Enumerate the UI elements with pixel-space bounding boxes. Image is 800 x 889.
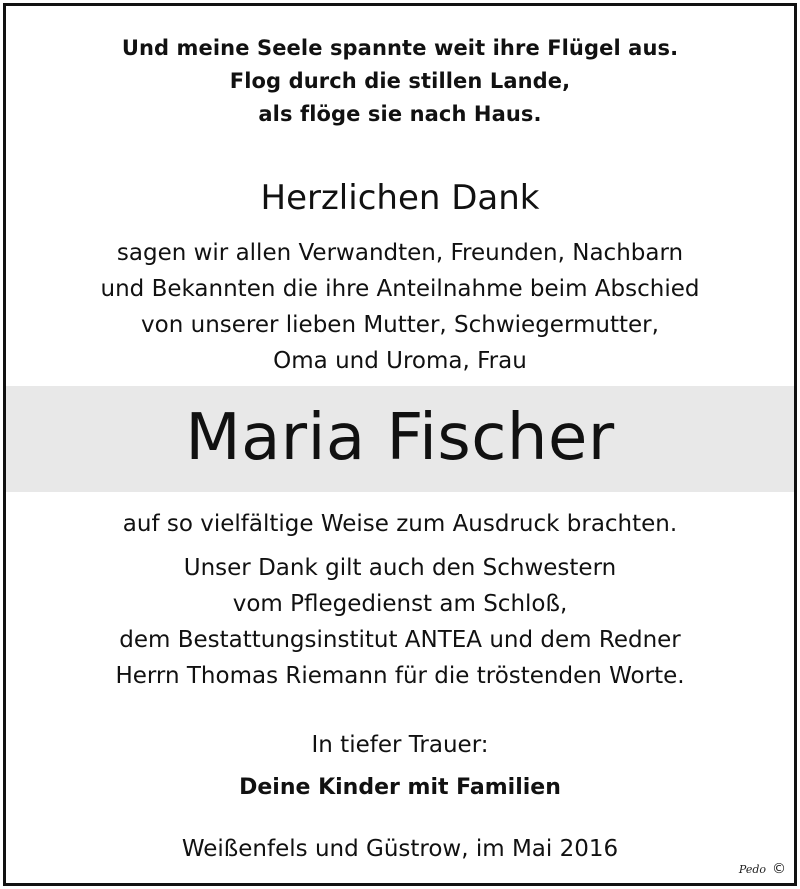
verse [0,32,800,131]
place-date: Weißenfels und Güstrow, im Mai 2016 [181,836,619,862]
outro-line: Unser Dank gilt auch den Schwestern [183,555,617,581]
intro-line: Oma und Uroma, Frau [273,348,527,374]
signature: Deine Kinder mit Familien [239,775,561,800]
intro-text [0,235,800,379]
intro-line: und Bekannten die ihre Anteilnahme beim Abschied [100,276,700,302]
mourning-line: In tiefer Trauer: [311,732,489,758]
outro-line: Herrn Thomas Riemann für die tröstenden Worte. [115,663,685,689]
publisher-credit [739,861,786,877]
credit-mark: Pedo [738,863,766,876]
verse-line: Und meine Seele spannte weit ihre Flügel aus. [121,36,679,60]
deceased-name: Maria Fischer [185,401,615,475]
verse-line: Flog durch die stillen Lande, [229,69,571,93]
outro-line: vom Pflegedienst am Schloß, [232,591,568,617]
verse-line: als flöge sie nach Haus. [258,102,542,126]
intro-line: von unserer lieben Mutter, Schwiegermutter, [141,312,659,338]
intro-line: sagen wir allen Verwandten, Freunden, Nachbarn [116,240,684,266]
copyright-icon: © [772,861,786,877]
thanks-heading: Herzlichen Dank [260,178,540,218]
outro-line: dem Bestattungsinstitut ANTEA und dem Redner [119,627,681,653]
outro-first-line: auf so vielfältige Weise zum Ausdruck brachten. [122,511,678,537]
spacer [0,542,800,550]
outro-text [0,506,800,694]
